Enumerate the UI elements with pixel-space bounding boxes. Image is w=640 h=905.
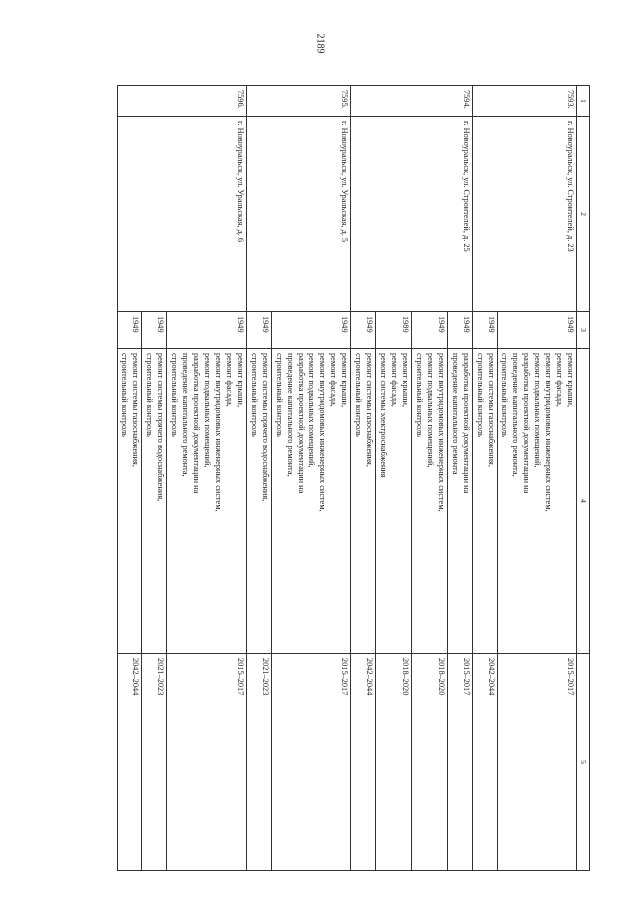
repair-works (351, 349, 376, 654)
construction-year: 1949 (411, 312, 447, 349)
repair-work-item: строительный контроль (120, 353, 130, 437)
repair-period: 2015–2017 (447, 654, 472, 871)
repair-work-item: ремонт крыши, (235, 353, 245, 408)
repair-works (271, 349, 351, 654)
repair-work-item: ремонт системы газоснабжения, (486, 353, 496, 467)
repair-work-item: строительный контроль (170, 353, 180, 437)
row-number: 7595. (246, 86, 350, 117)
repair-work-item: ремонт подвальных помещений, (533, 353, 543, 468)
construction-year: 1949 (167, 312, 247, 349)
repair-work-item: ремонт системы электроснабжения (379, 353, 389, 478)
repair-period: 2018–2020 (411, 654, 447, 871)
row-number: 7593. (472, 86, 576, 117)
construction-year: 1949 (117, 312, 142, 349)
building-address: г. Новоуральск, ул. Строителей, д. 25 (351, 117, 472, 312)
repair-schedule-table (117, 85, 590, 871)
column-header-5: 5 (577, 654, 590, 871)
repair-works (142, 349, 167, 654)
table-row (447, 86, 472, 871)
rotated-table-container (90, 85, 590, 845)
repair-period: 2018–2020 (376, 654, 412, 871)
repair-work-item: ремонт фасада, (329, 353, 339, 407)
table-row (497, 86, 577, 871)
repair-period: 2015–2017 (271, 654, 351, 871)
repair-work-item: разработка проектной документации на (522, 353, 532, 494)
repair-period: 2021–2023 (246, 654, 271, 871)
repair-work-item: ремонт фасада, (390, 353, 400, 407)
repair-work-item: ремонт подвальных помещений, (203, 353, 213, 468)
repair-works (497, 349, 577, 654)
repair-work-item: строительный контроль (249, 353, 259, 437)
row-number: 7594. (351, 86, 472, 117)
construction-year: 1949 (472, 312, 497, 349)
repair-works (376, 349, 412, 654)
repair-period: 2042–2044 (472, 654, 497, 871)
column-header-1: 1 (577, 86, 590, 117)
repair-work-item: проведение капитального ремонта, (181, 353, 191, 477)
repair-work-item: ремонт крыши, (566, 353, 576, 408)
construction-year: 1949 (142, 312, 167, 349)
building-address: г. Новоуральск, ул. Уральская, д. 5 (246, 117, 350, 312)
repair-work-item: ремонт системы газоснабжения, (131, 353, 141, 467)
column-header-3: 3 (577, 312, 590, 349)
repair-work-item: ремонт системы горячего водоснабжения, (260, 353, 270, 502)
repair-period: 2021–2023 (142, 654, 167, 871)
repair-work-item: проведение капитального ремонта (450, 353, 460, 475)
repair-work-item: строительный контроль (500, 353, 510, 437)
repair-work-item: проведение капитального ремонта, (285, 353, 295, 477)
construction-year: 1949 (246, 312, 271, 349)
repair-period: 2042–2044 (117, 654, 142, 871)
column-header-4: 4 (577, 349, 590, 654)
repair-work-item: разработка проектной документации на (296, 353, 306, 494)
construction-year: 1949 (497, 312, 577, 349)
repair-work-item: ремонт системы горячего водоснабжения, (156, 353, 166, 502)
repair-work-item: проведение капитального ремонта, (511, 353, 521, 477)
table-row (167, 86, 247, 871)
repair-work-item: ремонт внутридомовых инженерных систем, (213, 353, 223, 512)
construction-year: 1949 (447, 312, 472, 349)
construction-year: 1989 (376, 312, 412, 349)
table-body (117, 86, 577, 871)
repair-works (246, 349, 271, 654)
repair-period: 2015–2017 (167, 654, 247, 871)
repair-work-item: ремонт внутридомовых инженерных систем, (318, 353, 328, 512)
table-row (271, 86, 351, 871)
construction-year: 1949 (271, 312, 351, 349)
repair-work-item: ремонт подвальных помещений, (425, 353, 435, 468)
repair-work-item: ремонт фасада, (224, 353, 234, 407)
repair-work-item: строительный контроль (145, 353, 155, 437)
repair-works (472, 349, 497, 654)
building-address: г. Новоуральск, ул. Уральская, д. 6 (117, 117, 246, 312)
repair-work-item: ремонт крыши, (400, 353, 410, 408)
repair-works (117, 349, 142, 654)
repair-work-item: ремонт крыши, (340, 353, 350, 408)
repair-work-item: строительный контроль (414, 353, 424, 437)
repair-period: 2015–2017 (497, 654, 577, 871)
repair-work-item: ремонт подвальных помещений, (307, 353, 317, 468)
repair-works (447, 349, 472, 654)
repair-work-item: строительный контроль (274, 353, 284, 437)
row-number: 7596. (117, 86, 246, 117)
construction-year: 1949 (351, 312, 376, 349)
repair-work-item: ремонт системы газоснабжения, (365, 353, 375, 467)
repair-work-item: ремонт внутридомовых инженерных систем, (436, 353, 446, 512)
repair-works (167, 349, 247, 654)
repair-work-item: строительный контроль (475, 353, 485, 437)
page-number: 2189 (314, 33, 326, 54)
repair-works (411, 349, 447, 654)
repair-work-item: ремонт внутридомовых инженерных систем, (544, 353, 554, 512)
repair-period: 2042–2044 (351, 654, 376, 871)
repair-work-item: разработка проектной документации на (461, 353, 471, 494)
table-header (577, 86, 590, 871)
repair-work-item: ремонт фасада, (555, 353, 565, 407)
column-header-2: 2 (577, 117, 590, 312)
building-address: г. Новоуральск, ул. Строителей, д. 23 (472, 117, 576, 312)
repair-work-item: разработка проектной документации на (192, 353, 202, 494)
repair-work-item: строительный контроль (354, 353, 364, 437)
